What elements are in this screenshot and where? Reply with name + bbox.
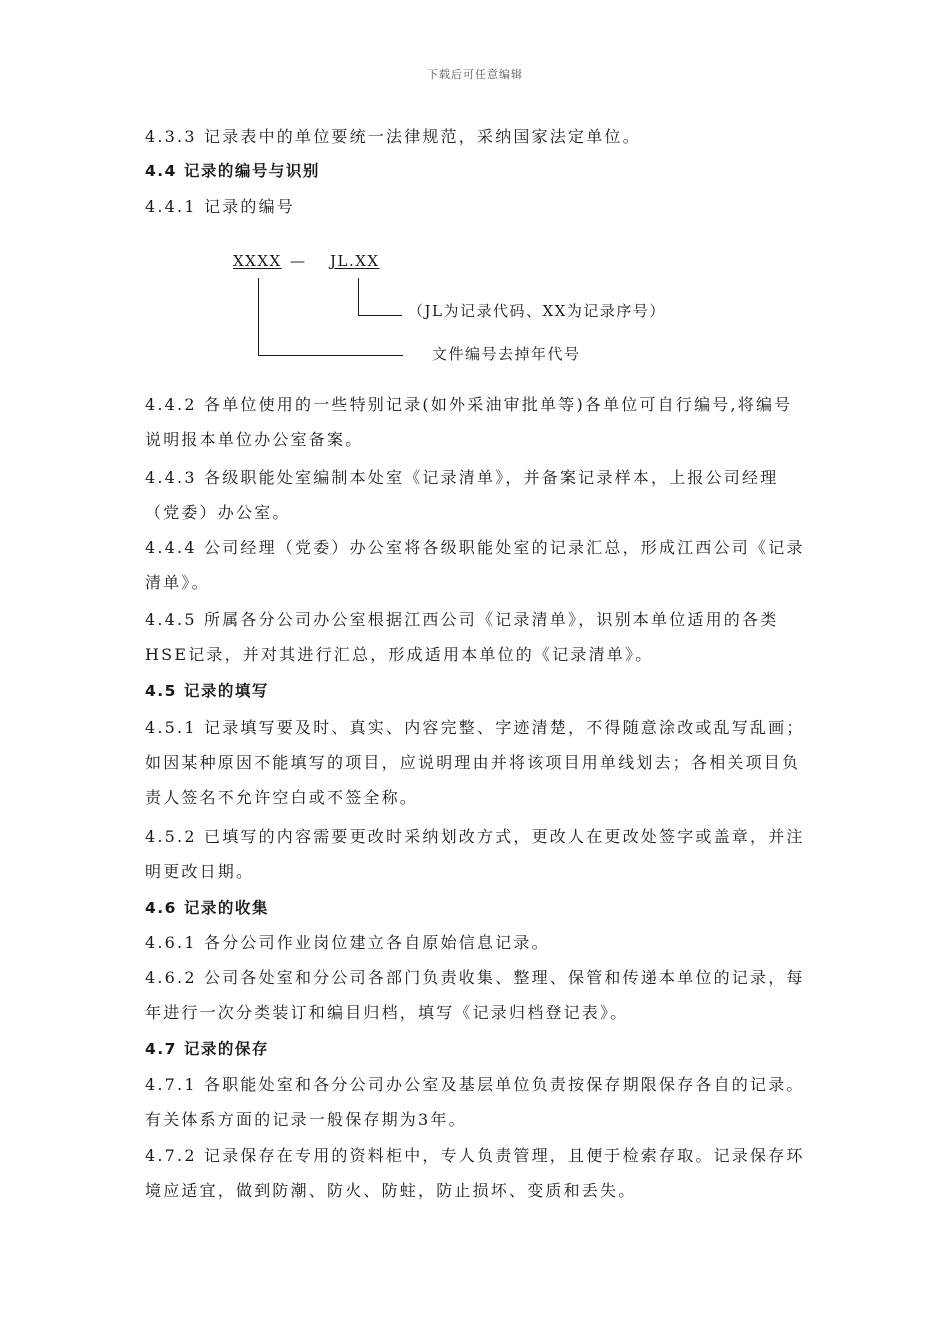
paragraph-4-5-2: 4.5.2 已填写的内容需要更改时采纳划改方式，更改人在更改处签字或盖章，并注明更改日期。 — [145, 827, 805, 881]
diagram-note-file-number: 文件编号去掉年代号 — [432, 345, 581, 363]
paragraph-4-7-1: 4.7.1 各职能处室和各分公司办公室及基层单位负责按保存期限保存各自的记录。有关体系方面的记录一般保存期为3年。 — [145, 1075, 805, 1129]
connector-horizontal-right — [358, 315, 402, 316]
section-heading-4-5: 4.5 记录的填写 — [145, 682, 269, 700]
diagram-note-code: （JL为记录代码、XX为记录序号） — [408, 302, 666, 320]
paragraph-4-4-2: 4.4.2 各单位使用的一些特别记录(如外采油审批单等)各单位可自行编号,将编号说明报本单位办公室备案。 — [145, 395, 793, 449]
section-heading-4-6: 4.6 记录的收集 — [145, 899, 269, 917]
paragraph-4-6-2: 4.6.2 公司各处室和分公司各部门负责收集、整理、保管和传递本单位的记录，每年进行一次分类装订和编目归档，填写《记录归档登记表》。 — [145, 968, 805, 1022]
section-heading-4-4: 4.4 记录的编号与识别 — [145, 162, 320, 180]
paragraph-4-4-5: 4.4.5 所属各分公司办公室根据江西公司《记录清单》，识别本单位适用的各类HSE记录，并对其进行汇总，形成适用本单位的《记录清单》。 — [145, 610, 779, 664]
page-header: 下载后可任意编辑 — [427, 68, 523, 81]
paragraph-4-4-3: 4.4.3 各级职能处室编制本处室《记录清单》，并备案记录样本，上报公司经理（党委）办公室。 — [145, 468, 779, 522]
section-heading-4-7: 4.7 记录的保存 — [145, 1040, 269, 1058]
connector-vertical-left — [258, 278, 259, 356]
diagram-code-part1: XXXX — [233, 252, 282, 270]
paragraph-4-4-1: 4.4.1 记录的编号 — [145, 197, 295, 216]
paragraph-4-4-4: 4.4.4 公司经理（党委）办公室将各级职能处室的记录汇总，形成江西公司《记录清单》。 — [145, 538, 805, 592]
diagram-dash: — — [290, 252, 307, 270]
paragraph-4-6-1: 4.6.1 各分公司作业岗位建立各自原始信息记录。 — [145, 933, 550, 952]
paragraph-4-5-1: 4.5.1 记录填写要及时、真实、内容完整、字迹清楚，不得随意涂改或乱写乱画；如因某种原因不能填写的项目，应说明理由并将该项目用单线划去；各相关项目负责人签名不允许空白或不签全称。 — [145, 718, 805, 807]
connector-horizontal-left — [258, 355, 403, 356]
paragraph-4-7-2: 4.7.2 记录保存在专用的资料柜中，专人负责管理，且便于检索存取。记录保存环境应适宜，做到防潮、防火、防蛀，防止损坏、变质和丢失。 — [145, 1146, 805, 1200]
paragraph-4-3-3: 4.3.3 记录表中的单位要统一法律规范，采纳国家法定单位。 — [145, 127, 641, 146]
diagram-code-part2: JL.XX — [330, 252, 380, 270]
connector-vertical-right — [358, 278, 359, 316]
